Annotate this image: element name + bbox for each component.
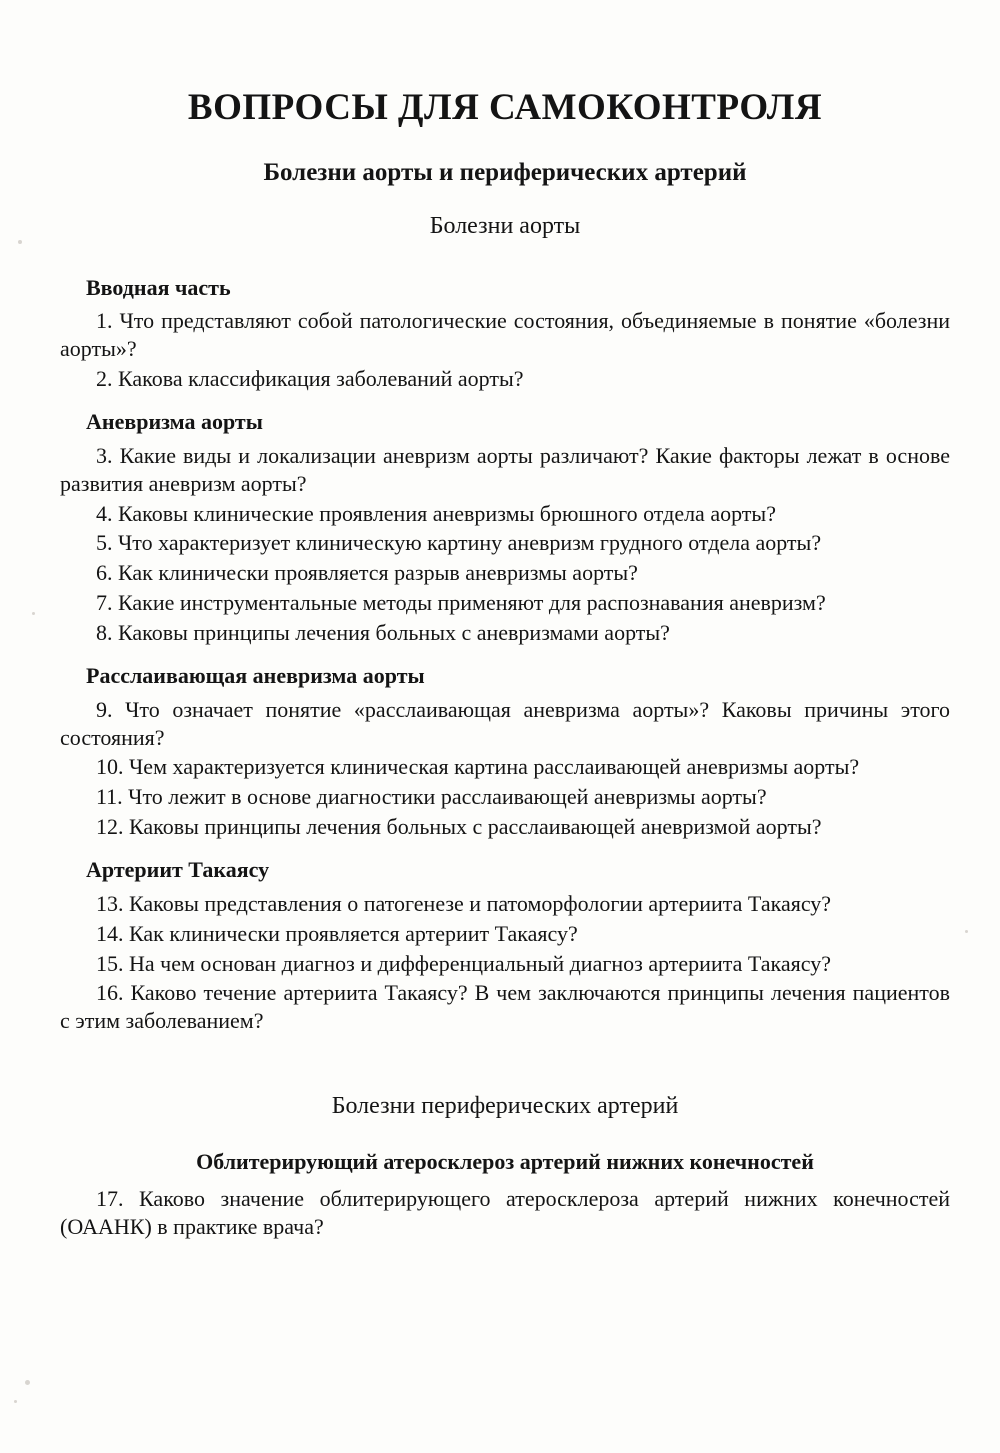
paper-speck: [14, 1400, 17, 1403]
group-heading: Вводная часть: [86, 275, 231, 301]
question-item: 1. Что представляют собой патологические состояния, объединяемые в понятие «болезни аорты»?: [60, 308, 950, 362]
paper-speck: [32, 612, 35, 615]
question-item: 8. Каковы принципы лечения больных с аневризмами аорты?: [96, 620, 670, 646]
question-group-vvodnaya: [60, 275, 950, 393]
group-heading: Расслаивающая аневризма аорты: [86, 663, 425, 689]
question-group-anevrizma: [60, 409, 950, 647]
question-group-rasslaivayushchaya: [60, 663, 950, 841]
paper-speck: [965, 930, 968, 933]
question-item: 7. Какие инструментальные методы применяют для распознавания аневризм?: [96, 590, 826, 616]
question-item: 10. Чем характеризуется клиническая картина расслаивающей аневризмы аорты?: [96, 754, 860, 780]
paper-speck: [18, 240, 22, 244]
group-heading: Облитерирующий атеросклероз артерий нижних конечностей: [196, 1148, 814, 1174]
question-item: 13. Каковы представления о патогенезе и патоморфологии артериита Такаясу?: [96, 890, 832, 916]
group-heading: Аневризма аорты: [86, 409, 263, 435]
question-item: 5. Что характеризует клиническую картину аневризм грудного отдела аорты?: [96, 530, 822, 556]
page-title: ВОПРОСЫ ДЛЯ САМОКОНТРОЛЯ: [187, 87, 823, 128]
question-item: 14. Как клинически проявляется артериит Такаясу?: [96, 920, 578, 946]
question-item: 4. Каковы клинические проявления аневризмы брюшного отдела аорты?: [96, 500, 776, 526]
section-heading: Болезни аорты и периферических артерий: [263, 158, 747, 186]
document-content: [60, 88, 950, 1243]
question-item: 17. Каково значение облитерирующего атеросклероза артерий нижних конечностей (ОААНК) в практике врача?: [60, 1186, 950, 1240]
subsection-heading: Болезни аорты: [429, 213, 581, 240]
question-item: 6. Как клинически проявляется разрыв аневризмы аорты?: [96, 560, 638, 586]
question-item: 11. Что лежит в основе диагностики расслаивающей аневризмы аорты?: [96, 784, 767, 810]
section-heading-peripheral: Болезни периферических артерий: [331, 1093, 679, 1120]
question-item: 3. Какие виды и локализации аневризм аорты различают? Какие факторы лежат в основе развития аневризм аорты?: [60, 442, 950, 496]
question-item: 15. На чем основан диагноз и дифференциальный диагноз артериита Такаясу?: [96, 950, 832, 976]
paper-speck: [25, 1380, 30, 1385]
question-group-obliteriruyushchiy: [60, 1149, 950, 1241]
question-item: 12. Каковы принципы лечения больных с расслаивающей аневризмой аорты?: [96, 814, 822, 840]
question-item: 9. Что означает понятие «расслаивающая аневризма аорты»? Каковы причины этого состояния?: [60, 696, 950, 750]
question-item: 2. Какова классификация заболеваний аорты?: [96, 366, 524, 392]
question-item: 16. Каково течение артериита Такаясу? В чем заключаются принципы лечения пациентов с этим заболеванием?: [60, 980, 950, 1034]
question-group-takayasu: [60, 857, 950, 1035]
group-heading: Артериит Такаясу: [86, 857, 270, 883]
